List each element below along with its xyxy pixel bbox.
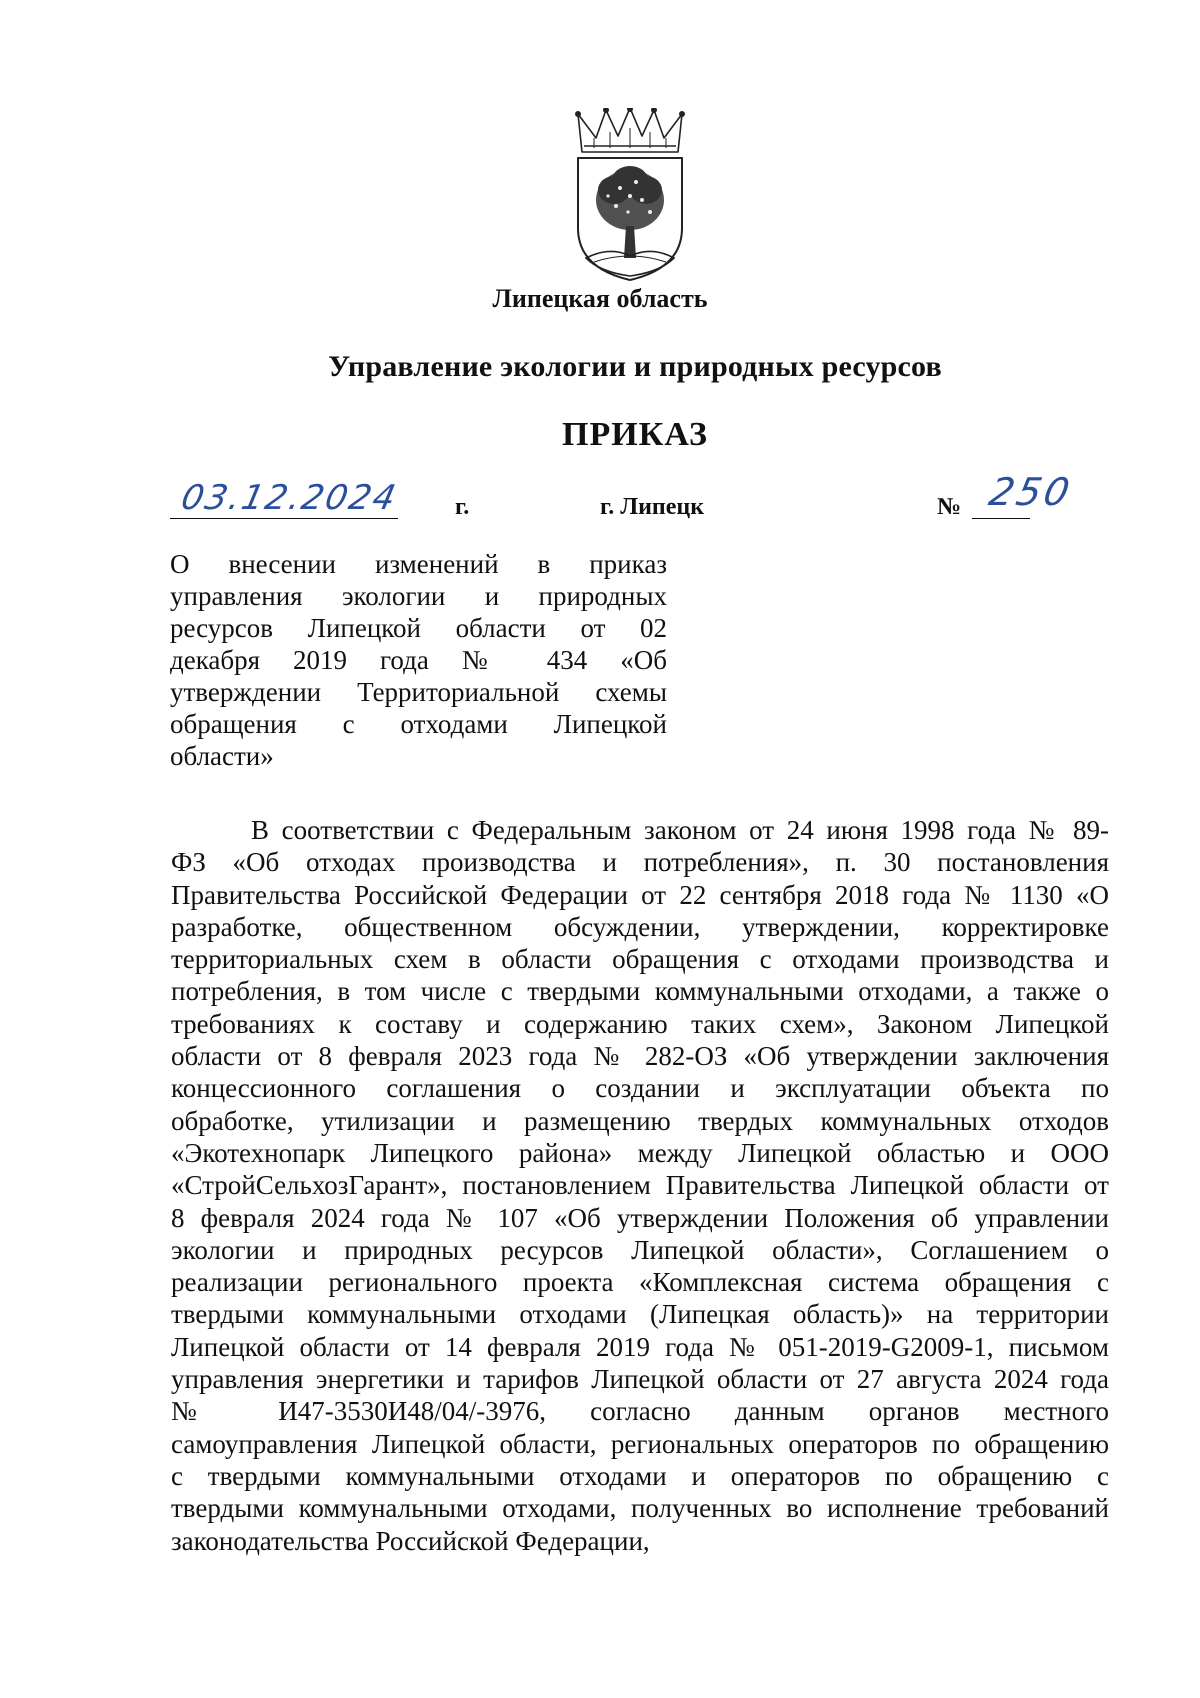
body-line: самоуправления Липецкой области, региональных операторов по обращению xyxy=(171,1428,1109,1459)
body-line: 8 февраля 2024 года № 107 «Об утверждении Положения об управлении xyxy=(171,1202,1109,1233)
subject-line: О внесении изменений в приказ xyxy=(170,549,667,579)
body-line: Правительства Российской Федерации от 22 сентября 2018 года № 1130 «О xyxy=(171,879,1109,910)
body-line: «СтройСельхозГарант», постановлением Правительства Липецкой области от xyxy=(171,1170,1109,1201)
subject-line: обращения с отходами Липецкой xyxy=(170,709,667,739)
body-line: территориальных схем в области обращения с отходами производства и xyxy=(171,944,1109,975)
subject-line: области» xyxy=(170,741,274,771)
year-suffix: г. xyxy=(455,494,470,520)
body-line: экологии и природных ресурсов Липецкой области», Соглашением о xyxy=(171,1234,1109,1265)
body-line: обработке, утилизации и размещению твердых коммунальных отходов xyxy=(171,1105,1109,1136)
body-line: разработке, общественном обсуждении, утверждении, корректировке xyxy=(171,911,1109,942)
body-line: требованиях к составу и содержанию таких схем», Законом Липецкой xyxy=(171,1008,1109,1039)
subject-line: утверждении Территориальной схемы xyxy=(170,677,667,707)
order-subject xyxy=(170,548,667,772)
body-line: № И47-3530И48/04/-3976, согласно данным органов местного xyxy=(171,1396,1109,1427)
region-name: Липецкая область xyxy=(492,284,708,313)
number-label: № xyxy=(937,494,962,520)
date-underline xyxy=(170,518,398,519)
handwritten-date: 03.12.2024 xyxy=(177,478,401,518)
body-line: концессионного соглашения о создании и эксплуатации объекта по xyxy=(171,1073,1109,1104)
body-line: «Экотехнопарк Липецкого района» между Липецкой областью и ООО xyxy=(171,1137,1109,1168)
subject-line: декабря 2019 года № 434 «Об xyxy=(170,645,667,675)
number-underline xyxy=(972,518,1030,519)
coat-of-arms-emblem xyxy=(570,108,690,284)
body-line: твердыми коммунальными отходами, полученных во исполнение требований xyxy=(171,1493,1109,1524)
document-type: ПРИКАЗ xyxy=(562,416,708,453)
body-line: ФЗ «Об отходах производства и потребления», п. 30 постановления xyxy=(171,847,1109,878)
body-line: законодательства Российской Федерации, xyxy=(171,1525,650,1556)
body-line: Липецкой области от 14 февраля 2019 года № 051-2019-G2009-1, письмом xyxy=(171,1331,1109,1362)
department-name: Управление экологии и природных ресурсов xyxy=(328,350,942,383)
body-line: потребления, в том числе с твердыми коммунальными отходами, а также о xyxy=(171,976,1109,1007)
body-line: реализации регионального проекта «Комплексная система обращения с xyxy=(171,1267,1109,1298)
city-name: г. Липецк xyxy=(600,494,705,520)
body-line: области от 8 февраля 2023 года № 282-ОЗ «Об утверждении заключения xyxy=(171,1041,1109,1072)
subject-line: управления экологии и природных xyxy=(170,581,667,611)
order-preamble xyxy=(171,814,1109,1557)
body-line: В соответствии с Федеральным законом от 24 июня 1998 года № 89- xyxy=(251,815,1109,845)
subject-line: ресурсов Липецкой области от 02 xyxy=(170,613,667,643)
body-line: управления энергетики и тарифов Липецкой области от 27 августа 2024 года xyxy=(171,1364,1109,1395)
body-line: с твердыми коммунальными отходами и операторов по обращению с xyxy=(171,1460,1109,1491)
handwritten-number: 250 xyxy=(985,470,1077,514)
body-line: твердыми коммунальными отходами (Липецкая область)» на территории xyxy=(171,1299,1109,1330)
